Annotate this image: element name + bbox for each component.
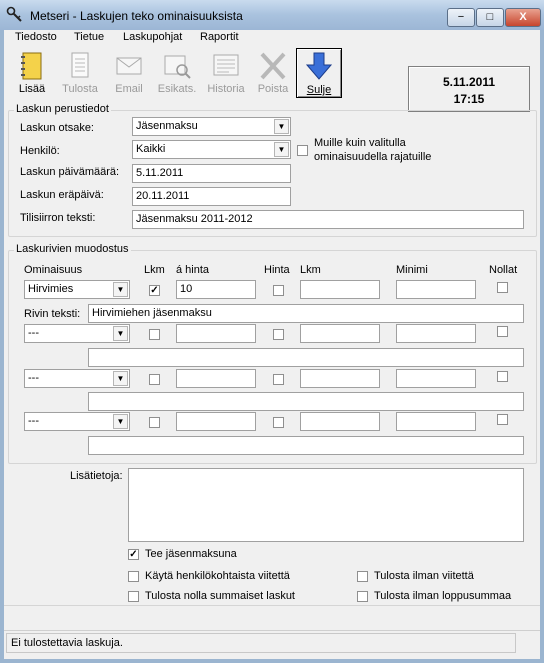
due-date-label: Laskun eräpäivä: bbox=[20, 189, 104, 201]
header-property: Ominaisuus bbox=[24, 264, 83, 276]
row1-minimi-input[interactable] bbox=[396, 280, 476, 299]
extra-info-label: Lisätietoja: bbox=[70, 470, 123, 482]
person-value: Kaikki bbox=[136, 143, 166, 155]
client-area bbox=[4, 30, 540, 659]
invoice-date-input[interactable]: 5.11.2011 bbox=[132, 164, 291, 183]
restrict-checkbox[interactable] bbox=[297, 145, 308, 156]
row3-text-input[interactable] bbox=[88, 392, 524, 411]
minimize-icon: − bbox=[457, 11, 465, 23]
row1-price-input[interactable]: 10 bbox=[176, 280, 256, 299]
envelope-icon bbox=[114, 50, 144, 82]
basic-info-legend: Laskun perustiedot bbox=[16, 103, 109, 115]
header-hinta: Hinta bbox=[264, 264, 290, 276]
toolbar-print-button[interactable] bbox=[58, 48, 102, 96]
row3-property-select[interactable] bbox=[24, 369, 130, 388]
row3-lkm-input[interactable] bbox=[300, 369, 380, 388]
row4-text-input[interactable] bbox=[88, 436, 524, 455]
row4-property-select[interactable] bbox=[24, 412, 130, 431]
toolbar-email-button[interactable] bbox=[107, 48, 151, 96]
row2-minimi-input[interactable] bbox=[396, 324, 476, 343]
row1-lkm-checkbox[interactable]: ✓ bbox=[150, 285, 159, 296]
row4-nollat-checkbox[interactable] bbox=[497, 414, 508, 425]
person-select[interactable] bbox=[132, 140, 291, 159]
restrict-label-line1: Muille kuin valitulla bbox=[314, 137, 406, 149]
notebook-icon bbox=[17, 50, 47, 82]
menu-tietue[interactable]: Tietue bbox=[74, 31, 105, 43]
membership-checkbox[interactable]: ✓ bbox=[129, 549, 138, 560]
header-lkm: Lkm bbox=[144, 264, 165, 276]
row2-text-input[interactable] bbox=[88, 348, 524, 367]
toolbar-delete-label: Poista bbox=[257, 83, 289, 95]
row1-lkm-input[interactable] bbox=[300, 280, 380, 299]
window-title: Metseri - Laskujen teko ominaisuuksista bbox=[30, 9, 243, 23]
row4-hinta-checkbox[interactable] bbox=[273, 417, 284, 428]
chevron-down-icon[interactable]: ▼ bbox=[113, 326, 128, 341]
restrict-label-line2: ominaisuudella rajatuille bbox=[314, 151, 432, 163]
row4-price-input[interactable] bbox=[176, 412, 256, 431]
personal-ref-checkbox[interactable] bbox=[128, 571, 139, 582]
progress-bar-area bbox=[4, 605, 540, 628]
subject-value: Jäsenmaksu bbox=[136, 120, 198, 132]
no-ref-checkbox[interactable] bbox=[357, 571, 368, 582]
chevron-down-icon[interactable]: ▼ bbox=[113, 282, 128, 297]
no-total-checkbox[interactable] bbox=[357, 591, 368, 602]
app-icon bbox=[6, 6, 24, 24]
row3-price-input[interactable] bbox=[176, 369, 256, 388]
printer-icon bbox=[65, 50, 95, 82]
row3-property-value: --- bbox=[28, 372, 39, 384]
invoice-date-label: Laskun päivämäärä: bbox=[20, 166, 120, 178]
header-nollat: Nollat bbox=[489, 264, 518, 276]
header-minimi: Minimi bbox=[396, 264, 428, 276]
datetime-display bbox=[408, 66, 530, 112]
down-arrow-icon bbox=[304, 51, 334, 83]
preview-icon bbox=[162, 50, 192, 82]
subject-select[interactable] bbox=[132, 117, 291, 136]
toolbar-preview-label: Esikats. bbox=[157, 83, 197, 95]
extra-info-textarea[interactable] bbox=[128, 468, 524, 542]
maximize-button[interactable] bbox=[476, 8, 504, 27]
row2-lkm-checkbox[interactable] bbox=[149, 329, 160, 340]
toolbar-close-label: Sulje bbox=[306, 84, 332, 96]
invoice-rows-legend: Laskurivien muodostus bbox=[16, 243, 129, 255]
row2-lkm-input[interactable] bbox=[300, 324, 380, 343]
status-bar bbox=[4, 630, 540, 659]
no-total-label: Tulosta ilman loppusummaa bbox=[374, 590, 512, 602]
menu-bar bbox=[4, 30, 540, 46]
delete-x-icon bbox=[258, 50, 288, 82]
menu-laskupohjat[interactable]: Laskupohjat bbox=[123, 31, 183, 43]
header-price: á hinta bbox=[176, 264, 210, 276]
current-date: 5.11.2011 bbox=[442, 75, 496, 89]
membership-label: Tee jäsenmaksuna bbox=[145, 548, 237, 560]
row1-property-select[interactable] bbox=[24, 280, 130, 299]
chevron-down-icon[interactable]: ▼ bbox=[113, 414, 128, 429]
toolbar bbox=[4, 46, 540, 106]
row3-nollat-checkbox[interactable] bbox=[497, 371, 508, 382]
zero-sum-checkbox[interactable] bbox=[128, 591, 139, 602]
history-icon bbox=[211, 50, 241, 82]
personal-ref-label: Käytä henkilökohtaista viitettä bbox=[145, 570, 290, 582]
zero-sum-label: Tulosta nolla summaiset laskut bbox=[145, 590, 295, 602]
minimize-button[interactable] bbox=[447, 8, 475, 27]
maximize-icon: □ bbox=[486, 11, 494, 23]
toolbar-history-button[interactable] bbox=[204, 48, 248, 96]
close-button[interactable] bbox=[505, 8, 541, 27]
row4-property-value: --- bbox=[28, 415, 39, 427]
chevron-down-icon[interactable]: ▼ bbox=[274, 142, 289, 157]
row1-text-input[interactable]: Hirvimiehen jäsenmaksu bbox=[88, 304, 524, 323]
row2-price-input[interactable] bbox=[176, 324, 256, 343]
toolbar-email-label: Email bbox=[115, 83, 143, 95]
row1-property-value: Hirvimies bbox=[28, 283, 74, 295]
row2-property-value: --- bbox=[28, 327, 39, 339]
menu-tiedosto[interactable]: Tiedosto bbox=[15, 31, 57, 43]
toolbar-close-button[interactable] bbox=[296, 48, 342, 98]
row3-lkm-checkbox[interactable] bbox=[149, 374, 160, 385]
row2-hinta-checkbox[interactable] bbox=[273, 329, 284, 340]
toolbar-history-label: Historia bbox=[207, 83, 245, 95]
status-panel bbox=[6, 633, 516, 653]
due-date-input[interactable]: 20.11.2011 bbox=[132, 187, 291, 206]
toolbar-delete-button[interactable] bbox=[251, 48, 295, 96]
row4-minimi-input[interactable] bbox=[396, 412, 476, 431]
menu-raportit[interactable]: Raportit bbox=[200, 31, 239, 43]
row2-nollat-checkbox[interactable] bbox=[497, 326, 508, 337]
row1-hinta-checkbox[interactable] bbox=[273, 285, 284, 296]
row3-minimi-input[interactable] bbox=[396, 369, 476, 388]
row1-nollat-checkbox[interactable] bbox=[497, 282, 508, 293]
title-bar[interactable] bbox=[0, 0, 544, 30]
transfer-text-label: Tilisiirron teksti: bbox=[20, 212, 96, 224]
toolbar-add-button[interactable] bbox=[10, 48, 54, 96]
person-label: Henkilö: bbox=[20, 145, 60, 157]
close-icon: X bbox=[519, 11, 527, 23]
row3-hinta-checkbox[interactable] bbox=[273, 374, 284, 385]
toolbar-preview-button[interactable] bbox=[155, 48, 199, 96]
row4-lkm-checkbox[interactable] bbox=[149, 417, 160, 428]
no-ref-label: Tulosta ilman viitettä bbox=[374, 570, 474, 582]
current-time: 17:15 bbox=[453, 92, 485, 106]
row-text-label: Rivin teksti: bbox=[24, 308, 81, 320]
toolbar-add-label: Lisää bbox=[18, 83, 46, 95]
transfer-text-input[interactable]: Jäsenmaksu 2011-2012 bbox=[132, 210, 524, 229]
row4-lkm-input[interactable] bbox=[300, 412, 380, 431]
header-lkm-2: Lkm bbox=[300, 264, 321, 276]
toolbar-print-label: Tulosta bbox=[62, 83, 98, 95]
chevron-down-icon[interactable]: ▼ bbox=[274, 119, 289, 134]
chevron-down-icon[interactable]: ▼ bbox=[113, 371, 128, 386]
subject-label: Laskun otsake: bbox=[20, 122, 94, 134]
status-message: Ei tulostettavia laskuja. bbox=[11, 637, 123, 649]
row2-property-select[interactable] bbox=[24, 324, 130, 343]
